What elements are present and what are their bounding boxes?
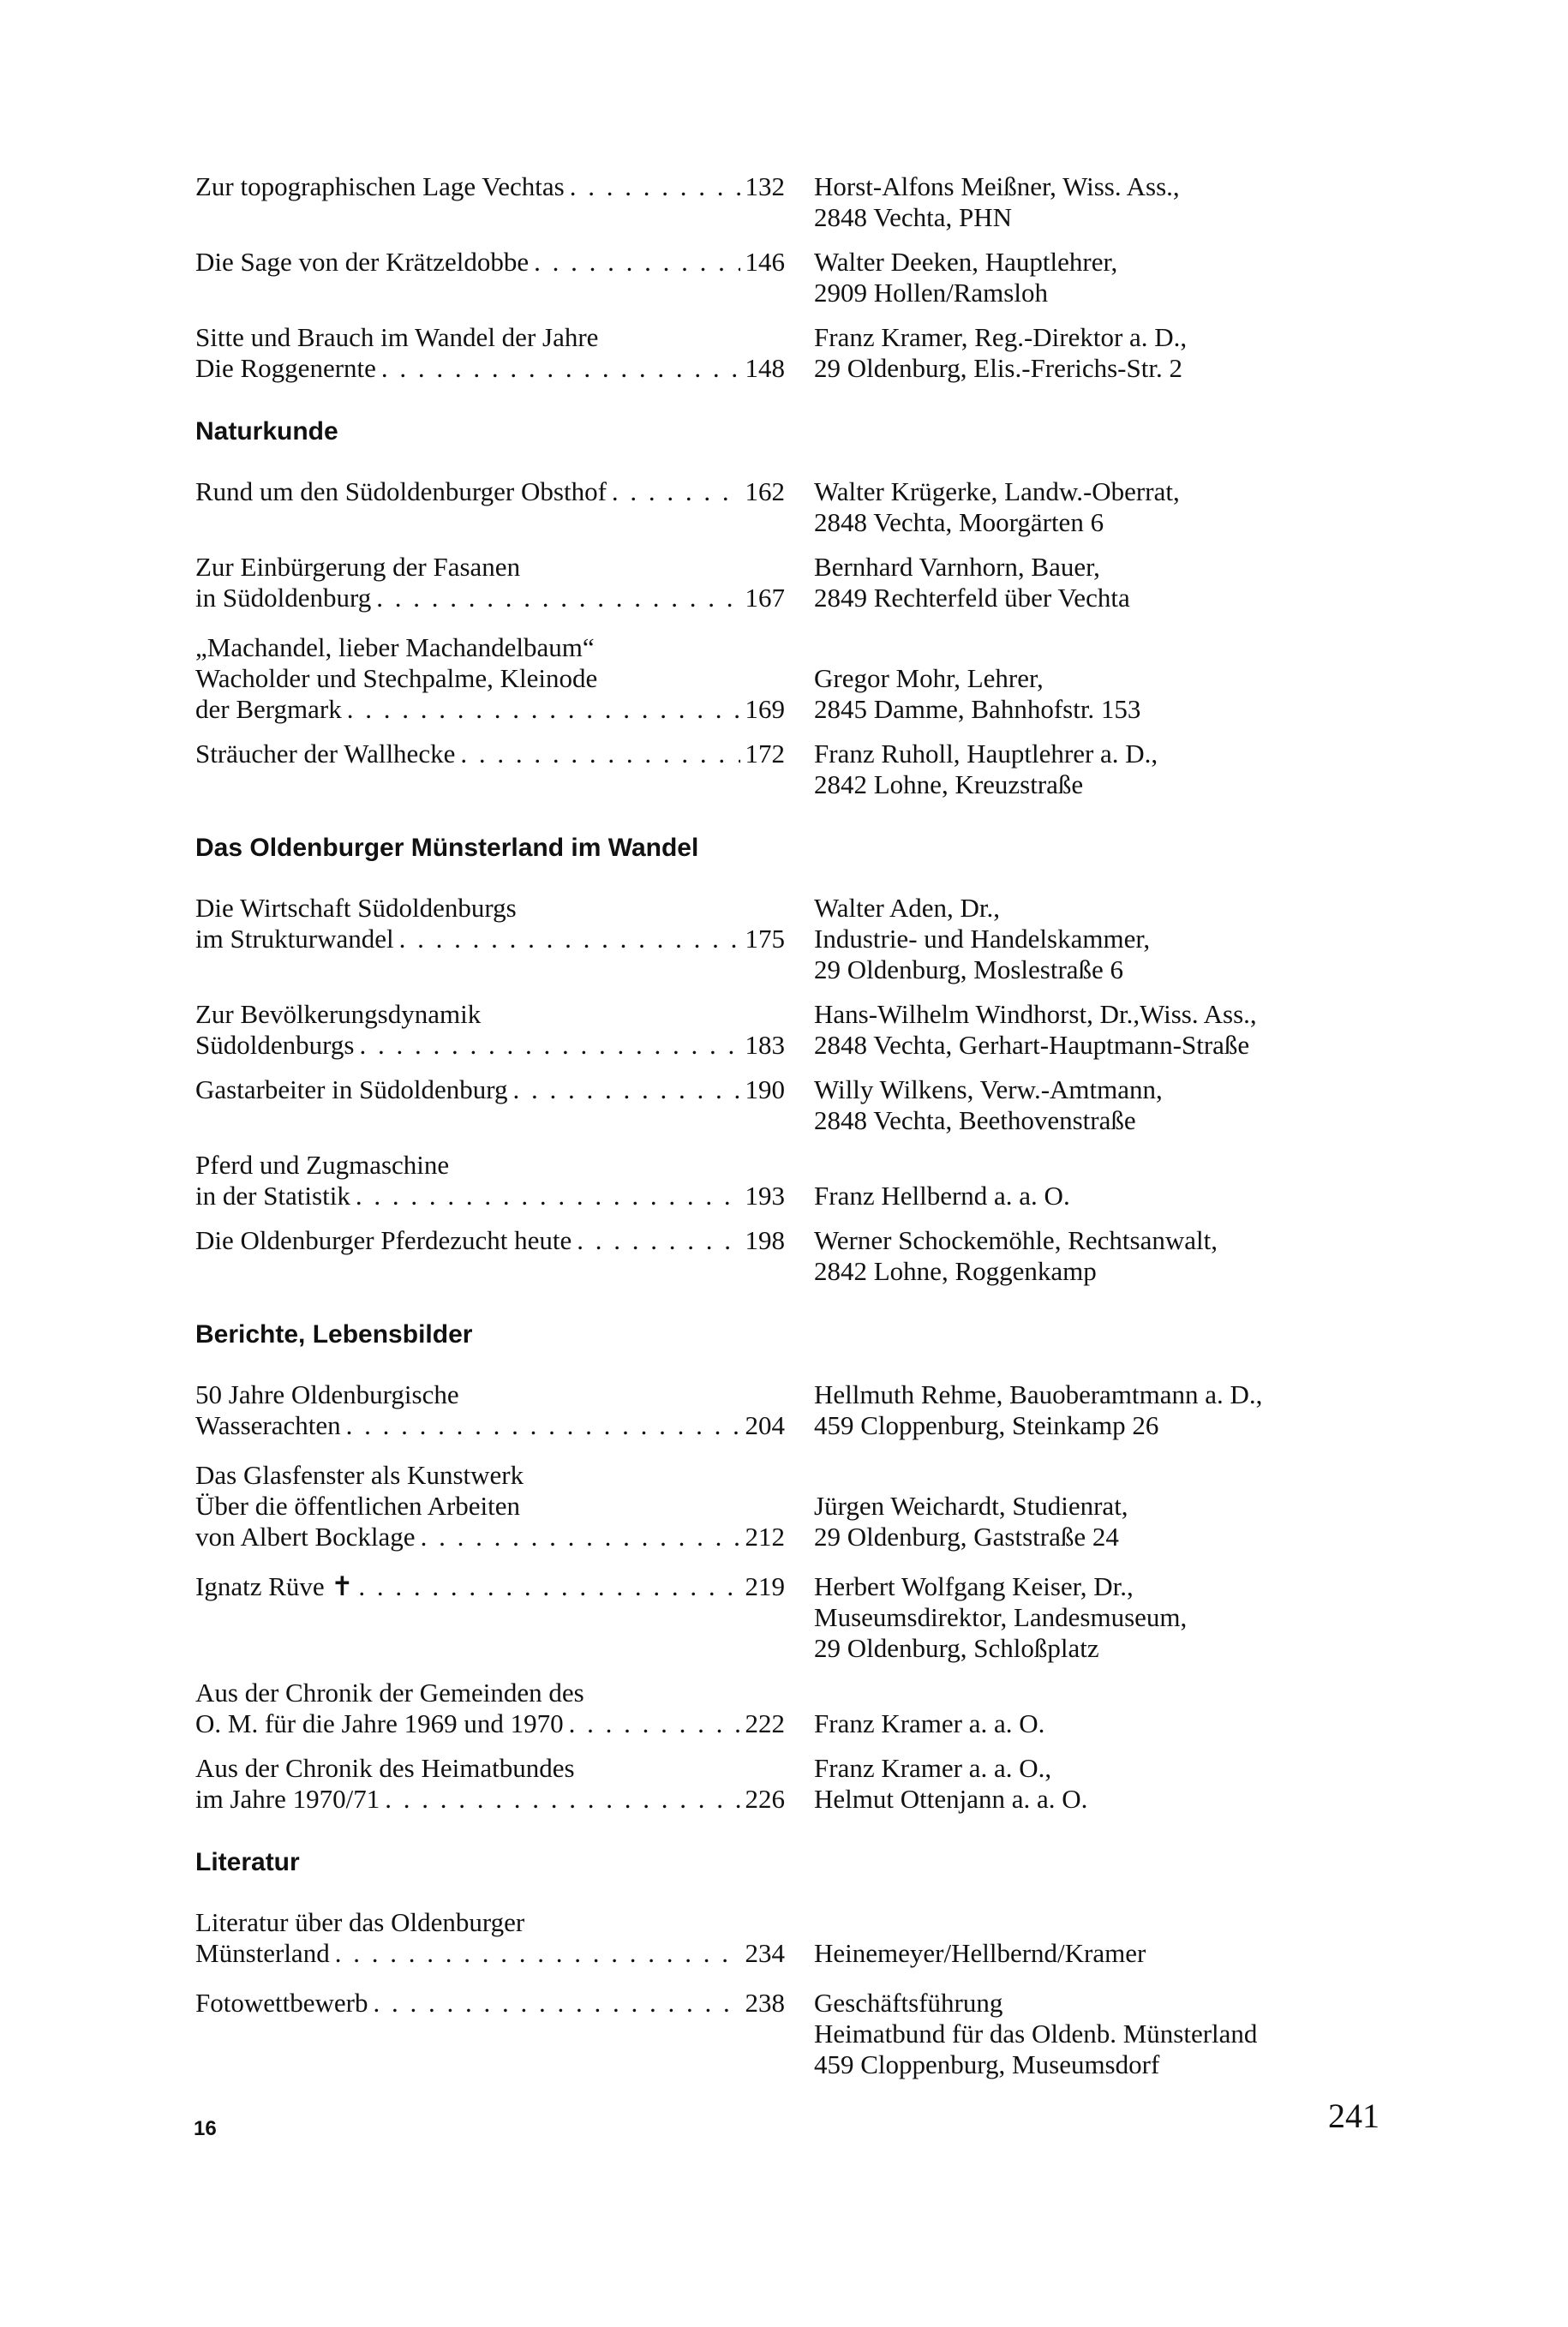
entry-title: [195, 1225, 785, 1256]
title-line-with-page: [195, 1708, 785, 1739]
author-line: Jürgen Weichardt, Studienrat,: [814, 1491, 1128, 1521]
author-line: Franz Kramer, Reg.-Direktor a. D.,: [814, 322, 1188, 352]
toc-section: [195, 1847, 1395, 2080]
entry-page-number: 169: [745, 694, 785, 724]
toc-entry: [195, 1225, 1395, 1287]
entry-author: [785, 322, 1395, 384]
entry-title: [195, 1460, 785, 1552]
entry-author: [785, 1225, 1395, 1287]
entry-page-number: 175: [745, 924, 785, 954]
entry-author: [785, 1379, 1395, 1441]
entry-title: [195, 1678, 785, 1739]
entry-page-number: 219: [745, 1571, 785, 1601]
toc-entry: [195, 632, 1395, 725]
entry-author: [785, 1150, 1395, 1211]
author-line: Walter Aden, Dr.,: [814, 893, 1001, 923]
entry-title: [195, 999, 785, 1061]
dot-leader: [529, 247, 739, 278]
title-line-with-page: [195, 171, 785, 202]
entry-author: [785, 999, 1395, 1061]
entry-title: [195, 1988, 785, 2019]
title-line: Die Wirtschaft Südoldenburgs: [195, 893, 517, 923]
toc-entry: [195, 1074, 1395, 1136]
title-line-with-page: [195, 1030, 785, 1061]
title-line-with-page: [195, 1225, 785, 1256]
entry-author: [785, 476, 1395, 538]
dot-leader: [368, 1988, 739, 2019]
entry-author: [785, 247, 1395, 308]
author-line: Walter Krügerke, Landw.-Oberrat,: [814, 476, 1180, 506]
toc-entry: [195, 322, 1395, 384]
author-line: 2848 Vechta, Moorgärten 6: [814, 507, 1104, 537]
entry-author: [785, 1074, 1395, 1136]
entry-author: [785, 1907, 1395, 1969]
entry-title: [195, 1907, 785, 1969]
title-text: Zur topographischen Lage Vechtas: [195, 171, 565, 201]
section-heading: Naturkunde: [195, 417, 338, 446]
entry-page-number: 132: [745, 171, 785, 201]
title-text: Die Roggenernte: [195, 353, 376, 383]
author-line: 459 Cloppenburg, Steinkamp 26: [814, 1410, 1159, 1440]
author-line: Bernhard Varnhorn, Bauer,: [814, 552, 1100, 582]
author-line: Heimatbund für das Oldenb. Münsterland: [814, 2019, 1258, 2049]
toc-section: [195, 1319, 1395, 1815]
toc-entry: [195, 1460, 1395, 1552]
toc-entry: [195, 999, 1395, 1061]
entry-page-number: 234: [745, 1938, 785, 1968]
title-line: Sitte und Brauch im Wandel der Jahre: [195, 322, 599, 352]
title-text: im Strukturwandel: [195, 924, 394, 954]
entry-author: [785, 739, 1395, 800]
entry-page-number: 222: [745, 1708, 785, 1738]
author-line: Hellmuth Rehme, Bauoberamtmann a. D.,: [814, 1379, 1263, 1409]
title-line-with-page: [195, 353, 785, 384]
author-line: 2909 Hollen/Ramsloh: [814, 278, 1048, 308]
title-line-with-page: [195, 476, 785, 507]
title-line-with-page: [195, 583, 785, 613]
title-text: O. M. für die Jahre 1969 und 1970: [195, 1708, 564, 1738]
title-line-with-page: [195, 247, 785, 278]
author-line: 459 Cloppenburg, Museumsdorf: [814, 2049, 1160, 2079]
dot-leader: [354, 1030, 739, 1061]
author-line: Hans-Wilhelm Windhorst, Dr.,Wiss. Ass.,: [814, 999, 1257, 1029]
title-text: Die Sage von der Krätzeldobbe: [195, 247, 530, 277]
entry-page-number: 148: [745, 353, 785, 383]
title-line-with-page: [195, 1522, 785, 1552]
title-line-with-page: [195, 739, 785, 769]
entry-page-number: 193: [745, 1181, 785, 1211]
title-text: Südoldenburgs: [195, 1030, 355, 1060]
entry-author: [785, 171, 1395, 233]
author-line: Herbert Wolfgang Keiser, Dr.,: [814, 1571, 1134, 1601]
entry-title: [195, 739, 785, 769]
title-line: Aus der Chronik der Gemeinden des: [195, 1678, 584, 1708]
entry-page-number: 212: [745, 1522, 785, 1552]
author-line: 29 Oldenburg, Moslestraße 6: [814, 954, 1124, 984]
toc-entry: [195, 739, 1395, 800]
section-heading: Literatur: [195, 1848, 300, 1876]
title-line-with-page: [195, 1784, 785, 1815]
dot-leader: [353, 1571, 739, 1602]
title-line: Über die öffentlichen Arbeiten: [195, 1491, 521, 1521]
dot-leader: [371, 583, 739, 613]
entry-title: [195, 1571, 785, 1602]
toc-entry: [195, 171, 1395, 233]
title-text: Gastarbeiter in Südoldenburg: [195, 1074, 508, 1104]
title-text: in der Statistik: [195, 1181, 350, 1211]
toc-entry: [195, 1753, 1395, 1815]
author-line: Museumsdirektor, Landesmuseum,: [814, 1602, 1188, 1632]
author-line: 29 Oldenburg, Gaststraße 24: [814, 1522, 1119, 1552]
toc-entry: [195, 1907, 1395, 1969]
title-text: von Albert Bocklage: [195, 1522, 416, 1552]
entry-page-number: 226: [745, 1784, 785, 1814]
entry-author: [785, 1988, 1395, 2080]
author-line: Gregor Mohr, Lehrer,: [814, 663, 1044, 693]
dot-leader: [330, 1938, 740, 1969]
author-line: Franz Kramer a. a. O.: [814, 1708, 1045, 1738]
entry-title: [195, 1074, 785, 1105]
title-line: Pferd und Zugmaschine: [195, 1150, 450, 1180]
author-line: Geschäftsführung: [814, 1988, 1003, 2018]
title-line-with-page: [195, 1074, 785, 1105]
author-line: Helmut Ottenjann a. a. O.: [814, 1784, 1088, 1814]
dot-leader: [341, 1410, 740, 1441]
entry-title: [195, 552, 785, 613]
title-text: Sträucher der Wallhecke: [195, 739, 456, 769]
author-line: 2845 Damme, Bahnhofstr. 153: [814, 694, 1141, 724]
section-heading: Berichte, Lebensbilder: [195, 1320, 473, 1349]
toc-entry: [195, 552, 1395, 613]
dot-leader: [607, 476, 740, 507]
toc-entry: [195, 1571, 1395, 1664]
entry-author: [785, 1571, 1395, 1664]
entry-author: [785, 1678, 1395, 1739]
title-line: Aus der Chronik des Heimatbundes: [195, 1753, 575, 1783]
title-line-with-page: [195, 694, 785, 725]
dot-leader: [572, 1225, 739, 1256]
entry-title: [195, 1379, 785, 1441]
entry-page-number: 198: [745, 1225, 785, 1255]
title-line-with-page: [195, 1938, 785, 1969]
dot-leader: [376, 353, 740, 384]
toc-section: [195, 171, 1395, 384]
title-line: Zur Bevölkerungsdynamik: [195, 999, 482, 1029]
author-line: 2848 Vechta, Beethovenstraße: [814, 1105, 1136, 1135]
title-text: im Jahre 1970/71: [195, 1784, 380, 1814]
entry-author: [785, 1753, 1395, 1815]
dot-leader: [394, 924, 740, 954]
title-text: in Südoldenburg: [195, 583, 372, 613]
toc-section: [195, 833, 1395, 1287]
entry-page-number: 146: [745, 247, 785, 277]
page-number: 241: [1328, 2097, 1379, 2135]
toc-entry: [195, 1988, 1395, 2080]
title-text: Die Oldenburger Pferdezucht heute: [195, 1225, 572, 1255]
author-line: Willy Wilkens, Verw.-Amtmann,: [814, 1074, 1163, 1104]
entry-author: [785, 552, 1395, 613]
entry-page-number: 162: [745, 476, 785, 506]
title-text: Münsterland: [195, 1938, 330, 1968]
title-line: Das Glasfenster als Kunstwerk: [195, 1460, 524, 1490]
entry-page-number: 167: [745, 583, 785, 613]
entry-title: [195, 1753, 785, 1815]
title-line: 50 Jahre Oldenburgische: [195, 1379, 459, 1409]
title-text: Wasserachten: [195, 1410, 341, 1440]
entry-title: [195, 632, 785, 725]
entry-title: [195, 171, 785, 202]
title-text: Ignatz Rüve ✝: [195, 1571, 354, 1601]
entry-author: [785, 1460, 1395, 1552]
title-line-with-page: [195, 924, 785, 954]
author-line: Horst-Alfons Meißner, Wiss. Ass.,: [814, 171, 1180, 201]
author-line: 2842 Lohne, Kreuzstraße: [814, 769, 1084, 799]
title-line: „Machandel, lieber Machandelbaum“: [195, 632, 595, 662]
author-line: Heinemeyer/Hellbernd/Kramer: [814, 1938, 1146, 1968]
author-line: Franz Hellbernd a. a. O.: [814, 1181, 1070, 1211]
entry-page-number: 204: [745, 1410, 785, 1440]
toc-entry: [195, 893, 1395, 985]
title-line: Zur Einbürgerung der Fasanen: [195, 552, 521, 582]
title-text: Rund um den Südoldenburger Obsthof: [195, 476, 607, 506]
author-line: 29 Oldenburg, Elis.-Frerichs-Str. 2: [814, 353, 1182, 383]
entry-author: [785, 893, 1395, 985]
toc-entry: [195, 476, 1395, 538]
entry-title: [195, 247, 785, 278]
dot-leader: [380, 1784, 739, 1815]
author-line: 29 Oldenburg, Schloßplatz: [814, 1633, 1099, 1663]
dot-leader: [416, 1522, 740, 1552]
entry-title: [195, 893, 785, 954]
entry-page-number: 238: [745, 1988, 785, 2018]
table-of-contents: [195, 171, 1395, 2080]
title-line-with-page: [195, 1410, 785, 1441]
dot-leader: [342, 694, 740, 725]
entry-title: [195, 322, 785, 384]
entry-page-number: 172: [745, 739, 785, 769]
author-line: 2848 Vechta, PHN: [814, 202, 1013, 232]
entry-title: [195, 1150, 785, 1211]
author-line: Walter Deeken, Hauptlehrer,: [814, 247, 1118, 277]
section-heading: Das Oldenburger Münsterland im Wandel: [195, 834, 699, 862]
title-line-with-page: [195, 1988, 785, 2019]
author-line: 2848 Vechta, Gerhart-Hauptmann-Straße: [814, 1030, 1250, 1060]
toc-entry: [195, 247, 1395, 308]
toc-entry: [195, 1150, 1395, 1211]
toc-section: [195, 416, 1395, 800]
dot-leader: [455, 739, 739, 769]
title-line-with-page: [195, 1181, 785, 1211]
entry-title: [195, 476, 785, 507]
signature-number: 16: [194, 2117, 217, 2140]
dot-leader: [565, 171, 740, 202]
title-line: Wacholder und Stechpalme, Kleinode: [195, 663, 598, 693]
title-line: Literatur über das Oldenburger: [195, 1907, 525, 1937]
title-line-with-page: [195, 1571, 785, 1602]
title-text: der Bergmark: [195, 694, 342, 724]
author-line: Franz Ruholl, Hauptlehrer a. D.,: [814, 739, 1158, 769]
title-text: Fotowettbewerb: [195, 1988, 368, 2018]
author-line: Werner Schockemöhle, Rechtsanwalt,: [814, 1225, 1218, 1255]
dot-leader: [350, 1181, 740, 1211]
author-line: 2842 Lohne, Roggenkamp: [814, 1256, 1097, 1286]
toc-entry: [195, 1678, 1395, 1739]
author-line: Industrie- und Handelskammer,: [814, 924, 1151, 954]
author-line: 2849 Rechterfeld über Vechta: [814, 583, 1130, 613]
entry-page-number: 190: [745, 1074, 785, 1104]
dot-leader: [507, 1074, 739, 1105]
dot-leader: [564, 1708, 740, 1739]
entry-page-number: 183: [745, 1030, 785, 1060]
toc-entry: [195, 1379, 1395, 1441]
author-line: Franz Kramer a. a. O.,: [814, 1753, 1052, 1783]
entry-author: [785, 632, 1395, 725]
